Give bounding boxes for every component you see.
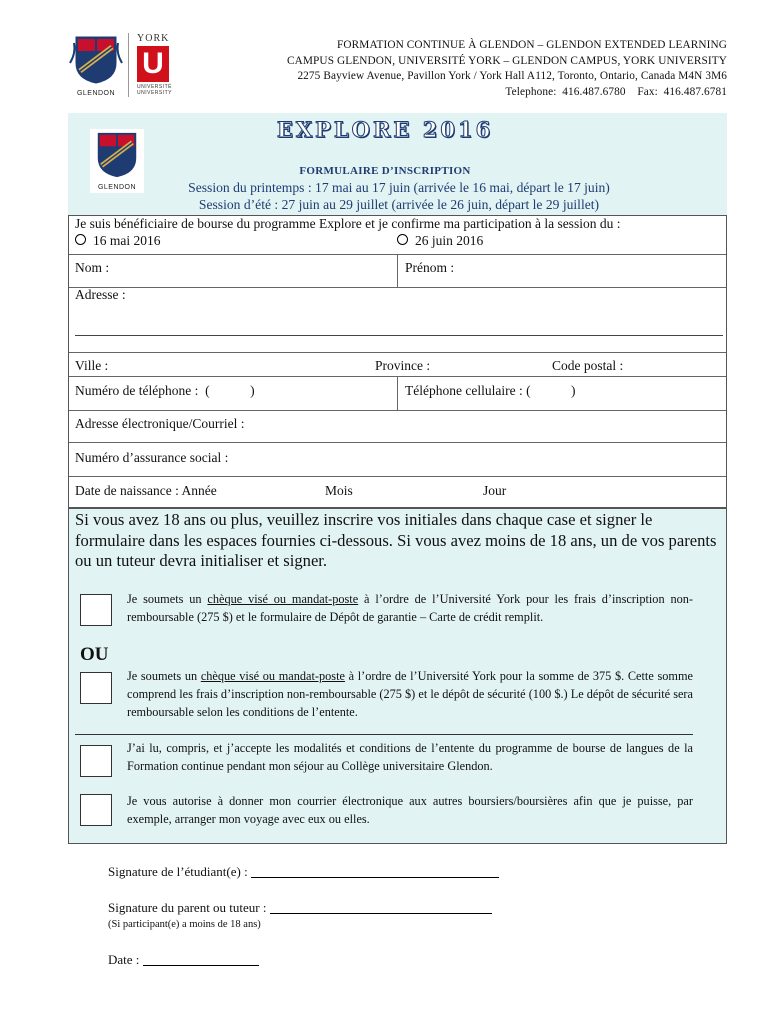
age-instructions: Si vous avez 18 ans ou plus, veuillez inscrire vos initiales dans chaque case et signer le formulaire dans les espaces fournies ci-dessous. Si vous avez moins de 18 ans, un de vos parents ou un tuteur devra initialiser et signer. (75, 510, 717, 570)
york-logo-word: YORK (137, 33, 170, 44)
registration-form (68, 215, 727, 508)
naissance-mois-field[interactable]: Mois (325, 483, 353, 498)
date-field[interactable] (108, 952, 259, 968)
option-spring-label: 16 mai 2016 (93, 233, 161, 248)
header-line-4: Telephone: 416.487.6780 Fax: 416.487.6781 (505, 85, 727, 98)
student-signature-label: Signature de l’étudiant(e) : (108, 864, 248, 879)
student-signature-line[interactable] (251, 877, 499, 878)
date-label: Date : (108, 952, 140, 967)
nom-field[interactable]: Nom : (75, 260, 110, 275)
ville-field[interactable]: Ville : (75, 358, 109, 373)
participation-statement: Je suis bénéficiaire de bourse du programme Explore et je confirme ma participation à la session du : (75, 216, 621, 231)
radio-spring[interactable] (75, 234, 86, 245)
york-logo (128, 33, 189, 97)
courriel-field[interactable]: Adresse électronique/Courriel : (75, 416, 245, 431)
parent-signature-note: (Si participant(e) a moins de 18 ans) (108, 919, 261, 930)
option-spring[interactable] (75, 233, 161, 249)
checkbox-text-2: Je soumets un chèque visé ou mandat-poste à l’ordre de l’Université York pour la somme de 375 $. Cette somme comprend les frais d’inscription non-remboursable (275 $) et le dépôt de sécurité (100 $.) Le dépôt de sécurité sera remboursable selon les conditions de l’entente. (127, 669, 693, 719)
header-line-2: CAMPUS GLENDON, UNIVERSITÉ YORK – GLENDON CAMPUS, YORK UNIVERSITY (287, 54, 727, 67)
naissance-jour-field[interactable]: Jour (483, 483, 507, 498)
telephone-field[interactable]: Numéro de téléphone : ( ) (75, 383, 255, 398)
parent-signature-label: Signature du parent ou tuteur : (108, 900, 267, 915)
option-summer-label: 26 juin 2016 (415, 233, 484, 248)
initial-box-1[interactable] (80, 594, 112, 626)
york-logo-letter: U (137, 46, 169, 82)
prenom-field[interactable]: Prénom : (405, 260, 455, 275)
option-summer[interactable] (397, 233, 483, 249)
checkbox-text-4: Je vous autorise à donner mon courrier électronique aux autres boursiers/boursières afin que je puisse, par exemple, arranger mon voyage avec eux ou elles. (127, 794, 693, 826)
initial-box-4[interactable] (80, 794, 112, 826)
parent-signature[interactable] (108, 900, 492, 916)
radio-summer[interactable] (397, 234, 408, 245)
session-summer: Session d’été : 27 juin au 29 juillet (arrivée le 26 juin, départ le 29 juillet) (198, 197, 600, 212)
naissance-annee-field[interactable]: Date de naissance : Année (75, 483, 217, 498)
initial-box-3[interactable] (80, 745, 112, 777)
form-title: FORMULAIRE D’INSCRIPTION (299, 165, 471, 177)
header-line-3: 2275 Bayview Avenue, Pavillon York / York Hall A112, Toronto, Ontario, Canada M4N 3M6 (297, 70, 727, 82)
york-logo-sub: UNIVERSITÉ UNIVERSITY (137, 84, 173, 96)
cellulaire-field[interactable]: Téléphone cellulaire : ( ) (405, 383, 576, 398)
date-line[interactable] (143, 965, 259, 966)
glendon-crest-icon (68, 33, 124, 85)
page-title: EXPLORE 2016 (276, 117, 494, 142)
adresse-field[interactable]: Adresse : (75, 287, 126, 302)
nas-field[interactable]: Numéro d’assurance social : (75, 450, 229, 465)
code-postal-field[interactable]: Code postal : (552, 358, 624, 373)
glendon-logo-small-label: GLENDON (97, 184, 137, 191)
initial-box-2[interactable] (80, 672, 112, 704)
checkbox-text-1: Je soumets un chèque visé ou mandat-poste à l’ordre de l’Université York pour les frais d’inscription non-remboursable (275 $) et le formulaire de Dépôt de garantie – Carte de crédit remplit. (127, 592, 693, 624)
glendon-logo (68, 33, 124, 97)
province-field[interactable]: Province : (375, 358, 431, 373)
or-label: OU (80, 644, 109, 665)
student-signature[interactable] (108, 864, 499, 880)
separator-line (75, 734, 693, 735)
checkbox-text-3: J’ai lu, compris, et j’accepte les modalités et conditions de l’entente du programme de bourse de langues de la Formation continue pendant mon séjour au Collège universitaire Glendon. (127, 741, 693, 773)
parent-signature-line[interactable] (270, 913, 492, 914)
glendon-logo-label: GLENDON (76, 90, 116, 97)
session-spring: Session du printemps : 17 mai au 17 juin (arrivée le 16 mai, départ le 17 juin) (188, 180, 610, 195)
header-address (207, 38, 727, 100)
header-line-1: FORMATION CONTINUE À GLENDON – GLENDON EXTENDED LEARNING (337, 39, 727, 51)
